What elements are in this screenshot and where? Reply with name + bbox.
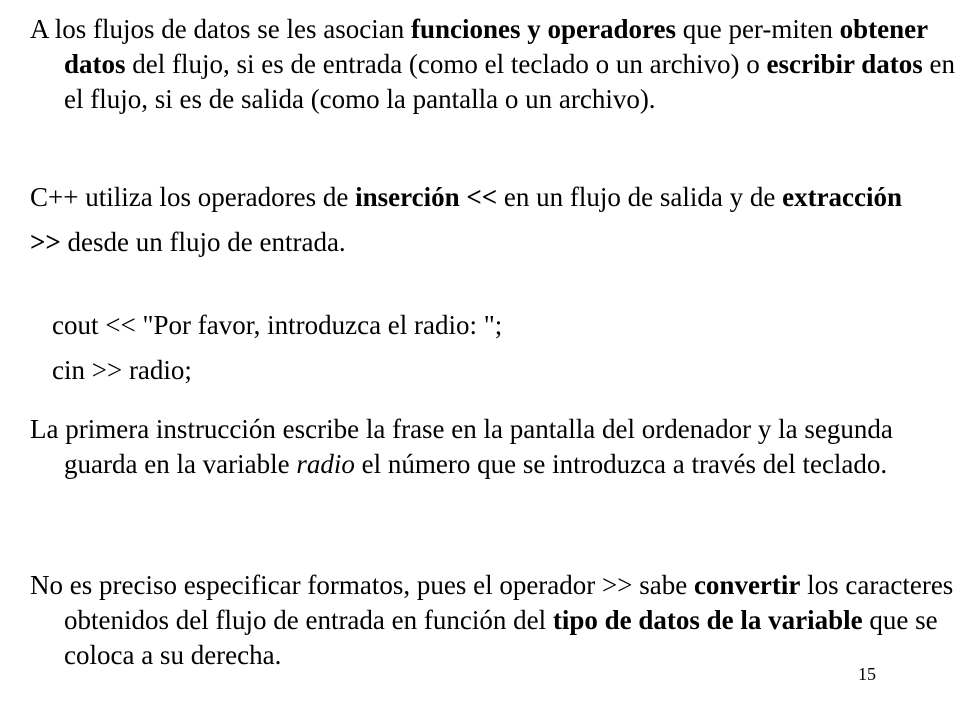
paragraph-explanation — [30, 412, 960, 482]
text-run: el número que se introduzca a través del teclado. — [354, 449, 888, 479]
text-run: que se coloca a su derecha. — [64, 605, 938, 670]
paragraph-operators — [30, 175, 935, 265]
bold-text: convertir — [693, 570, 801, 600]
code-line-cin: cin >> radio; — [52, 355, 192, 385]
bold-text: escribir datos — [766, 49, 923, 79]
text-run: en un flujo de salida y de — [497, 182, 783, 212]
text-run: en el flujo, si es de salida (como la pantalla o un archivo). — [64, 49, 956, 114]
paragraph-formats — [30, 568, 960, 673]
paragraph-streams-intro — [30, 12, 960, 117]
text-run: que per-miten — [675, 14, 840, 44]
text-run: desde un flujo de entrada. — [60, 227, 346, 257]
text-run: del flujo, si es de entrada (como el teclado o un archivo) o — [125, 49, 767, 79]
bold-text: funciones y operadores — [410, 14, 676, 44]
text-run: A los flujos de datos se les asocian — [30, 14, 411, 44]
text-run: La primera instrucción escribe la frase en la pantalla del ordenador y la segunda guarda en la variable — [30, 414, 893, 479]
text-run: C++ utiliza los operadores de — [30, 182, 356, 212]
text-run: No es preciso especificar formatos, pues el operador >> sabe — [30, 570, 694, 600]
bold-text: obtener datos — [64, 14, 928, 79]
bold-text: extracción >> — [30, 182, 903, 257]
bold-text: inserción << — [355, 182, 498, 212]
text-run: los caracteres obtenidos del flujo de entrada en función del — [64, 570, 954, 635]
page-number: 15 — [858, 664, 876, 684]
code-line-cout: cout << "Por favor, introduzca el radio: "; — [52, 310, 503, 340]
bold-text: tipo de datos de la variable — [552, 605, 863, 635]
italic-text: radio — [296, 449, 355, 479]
